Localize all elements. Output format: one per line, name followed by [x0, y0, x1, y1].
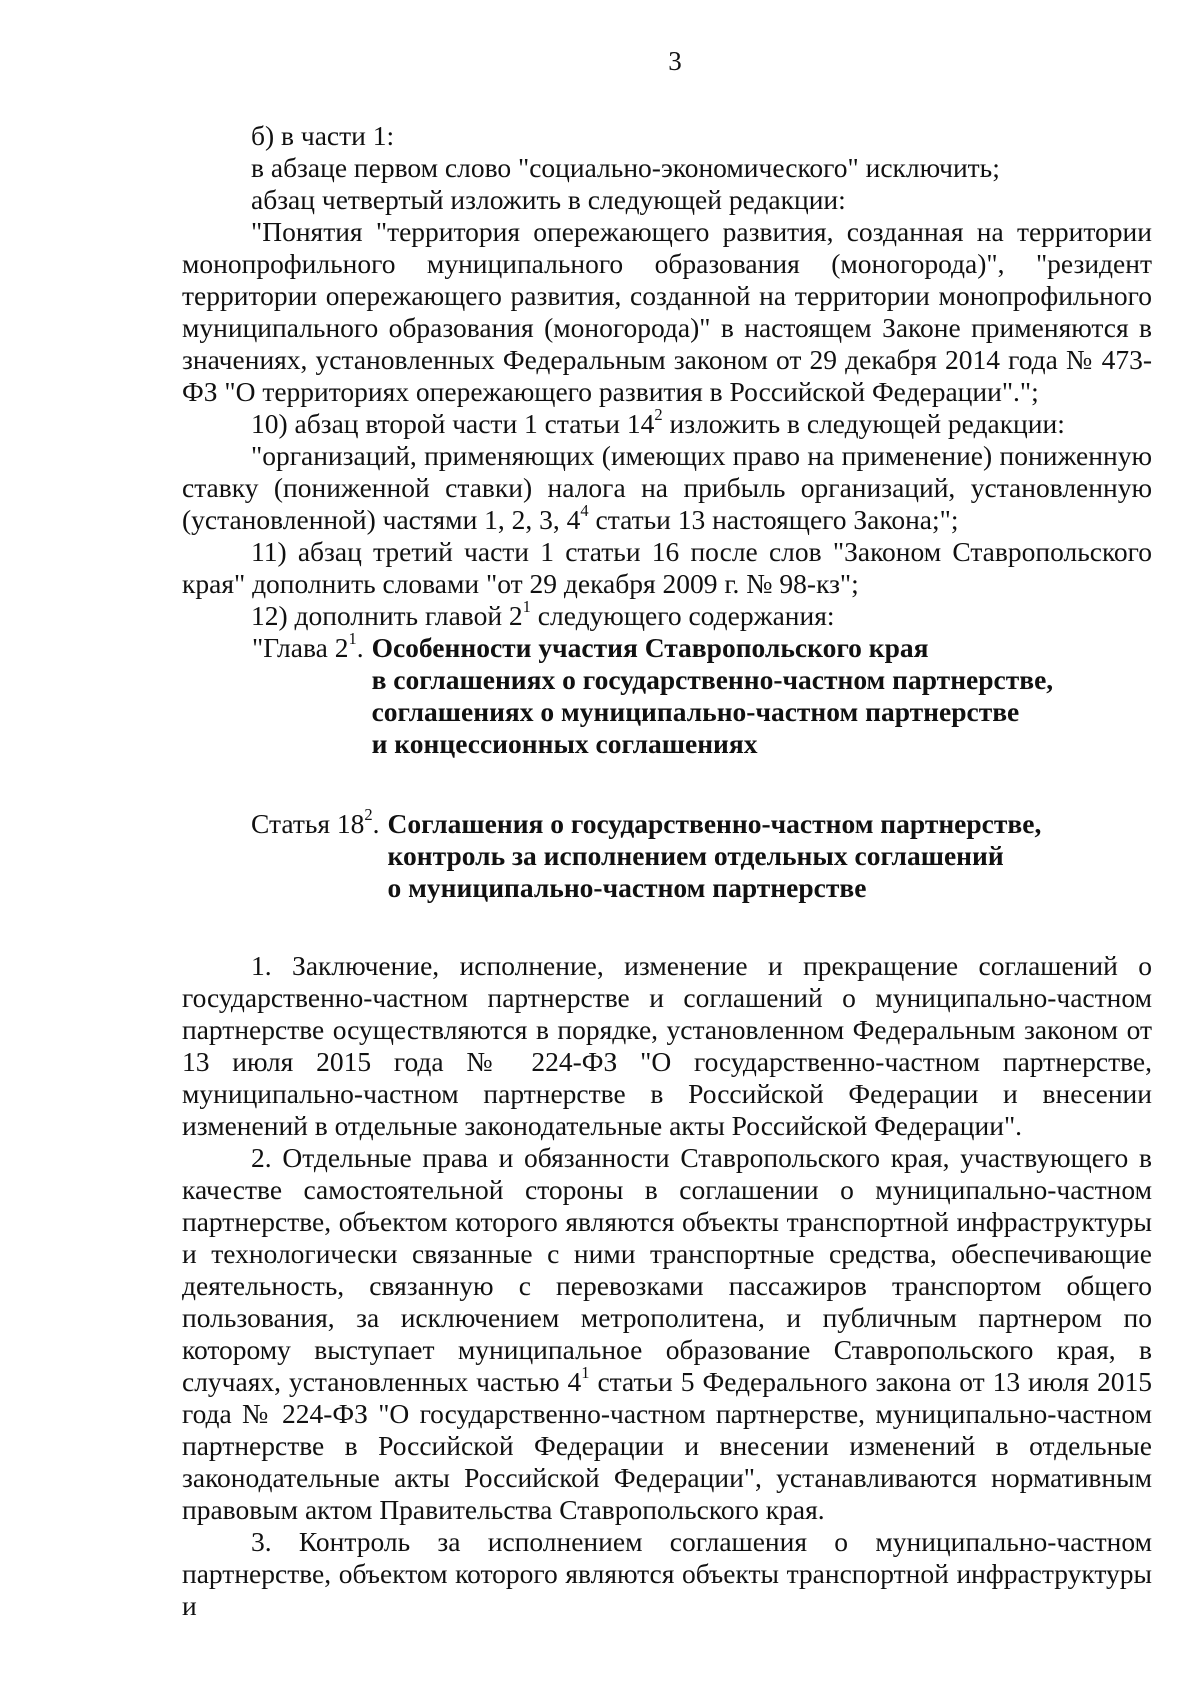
- document-body: [182, 120, 1152, 1622]
- article-title: [380, 808, 1042, 904]
- paragraph-concepts: "Понятия "территория опережающего развития, созданная на территории монопрофильного муниципального образования (моногорода)", "резидент территории опережающего развития, созданной на территории монопрофильного муниципального образования (моногорода)" в настоящем Законе применяются в значениях, установленных Федеральным законом от 29 декабря 2014 года № 473-ФЗ "О территориях опережающего развития в Российской Федерации".";: [182, 216, 1152, 407]
- paragraph-item-11: 11) абзац третий части 1 статьи 16 после слов "Законом Ставропольского края" дополнить словами "от 29 декабря 2009 г. № 98-кз";: [182, 536, 1152, 599]
- paragraph-b-part1: б) в части 1:: [251, 120, 395, 151]
- article-title-line: Соглашения о государственно-частном партнерстве,: [387, 808, 1042, 839]
- article-title-line: контроль за исполнением отдельных соглашений: [387, 840, 1004, 871]
- chapter-title-line: Особенности участия Ставропольского края: [371, 632, 929, 663]
- article-label: Статья $18^2$.: [251, 804, 380, 839]
- chapter-title: [364, 632, 1054, 760]
- paragraph-point-1: 1. Заключение, исполнение, изменение и прекращение соглашений о государственно-частном партнерстве и соглашений о муниципально-частном партнерстве осуществляются в порядке, установленном Федеральным законом от 13 июля 2015 года № 224-ФЗ "О государственно-частном партнерстве, муниципально-частном партнерстве в Российской Федерации и внесении изменений в отдельные законодательные акты Российской Федерации".: [182, 950, 1152, 1141]
- paragraph-point-2: 2. Отдельные права и обязанности Ставропольского края, участвующего в качестве самостоятельной стороны в соглашении о муниципально-частном партнерстве, объектом которого являются объекты транспортной инфраструктуры и технологически связанные с ними транспортные средства, обеспечивающие деятельность, связанную с перевозками пассажиров транспортом общего пользования, за исключением метрополитена, и публичным партнером по которому выступает муниципальное образование Ставропольского края, в случаях, установленных частью $4^1$ статьи 5 Федерального закона от 13 июля 2015 года № 224-ФЗ "О государственно-частном партнерстве, муниципально-частном партнерстве в Российской Федерации и внесении изменений в отдельные законодательные акты Российской Федерации", устанавливаются нормативным правовым актом Правительства Ставропольского края.: [182, 1142, 1152, 1525]
- article-title-line: о муниципально-частном партнерстве: [387, 872, 867, 903]
- chapter-title-line: в соглашениях о государственно-частном партнерстве,: [371, 664, 1054, 695]
- paragraph-item-10-text: "организаций, применяющих (имеющих право на применение) пониженную ставку (пониженной ставки) налога на прибыль организаций, установленную (установленной) частями 1, 2, 3, $4^4$ статьи 13 настоящего Закона;";: [182, 440, 1152, 535]
- paragraph-item-10: 10) абзац второй части 1 статьи $14^2$ изложить в следующей редакции:: [251, 404, 1065, 439]
- paragraph-item-12: 12) дополнить главой $2^1$ следующего содержания:: [251, 596, 835, 631]
- chapter-title-line: и концессионных соглашениях: [371, 728, 758, 759]
- paragraph-point-3: 3. Контроль за исполнением соглашения о муниципально-частном партнерстве, объектом которого являются объекты транспортной инфраструктуры и: [182, 1526, 1152, 1621]
- article-heading: [182, 804, 1152, 904]
- page-number: 3: [668, 46, 682, 76]
- chapter-title-line: соглашениях о муниципально-частном партнерстве: [371, 696, 1020, 727]
- paragraph-first-abzac: в абзаце первом слово "социально-экономического" исключить;: [251, 152, 1000, 183]
- chapter-heading: [182, 628, 1152, 760]
- paragraph-fourth-abzac: абзац четвертый изложить в следующей редакции:: [251, 184, 846, 215]
- chapter-label: "Глава $2^1$.: [252, 628, 364, 663]
